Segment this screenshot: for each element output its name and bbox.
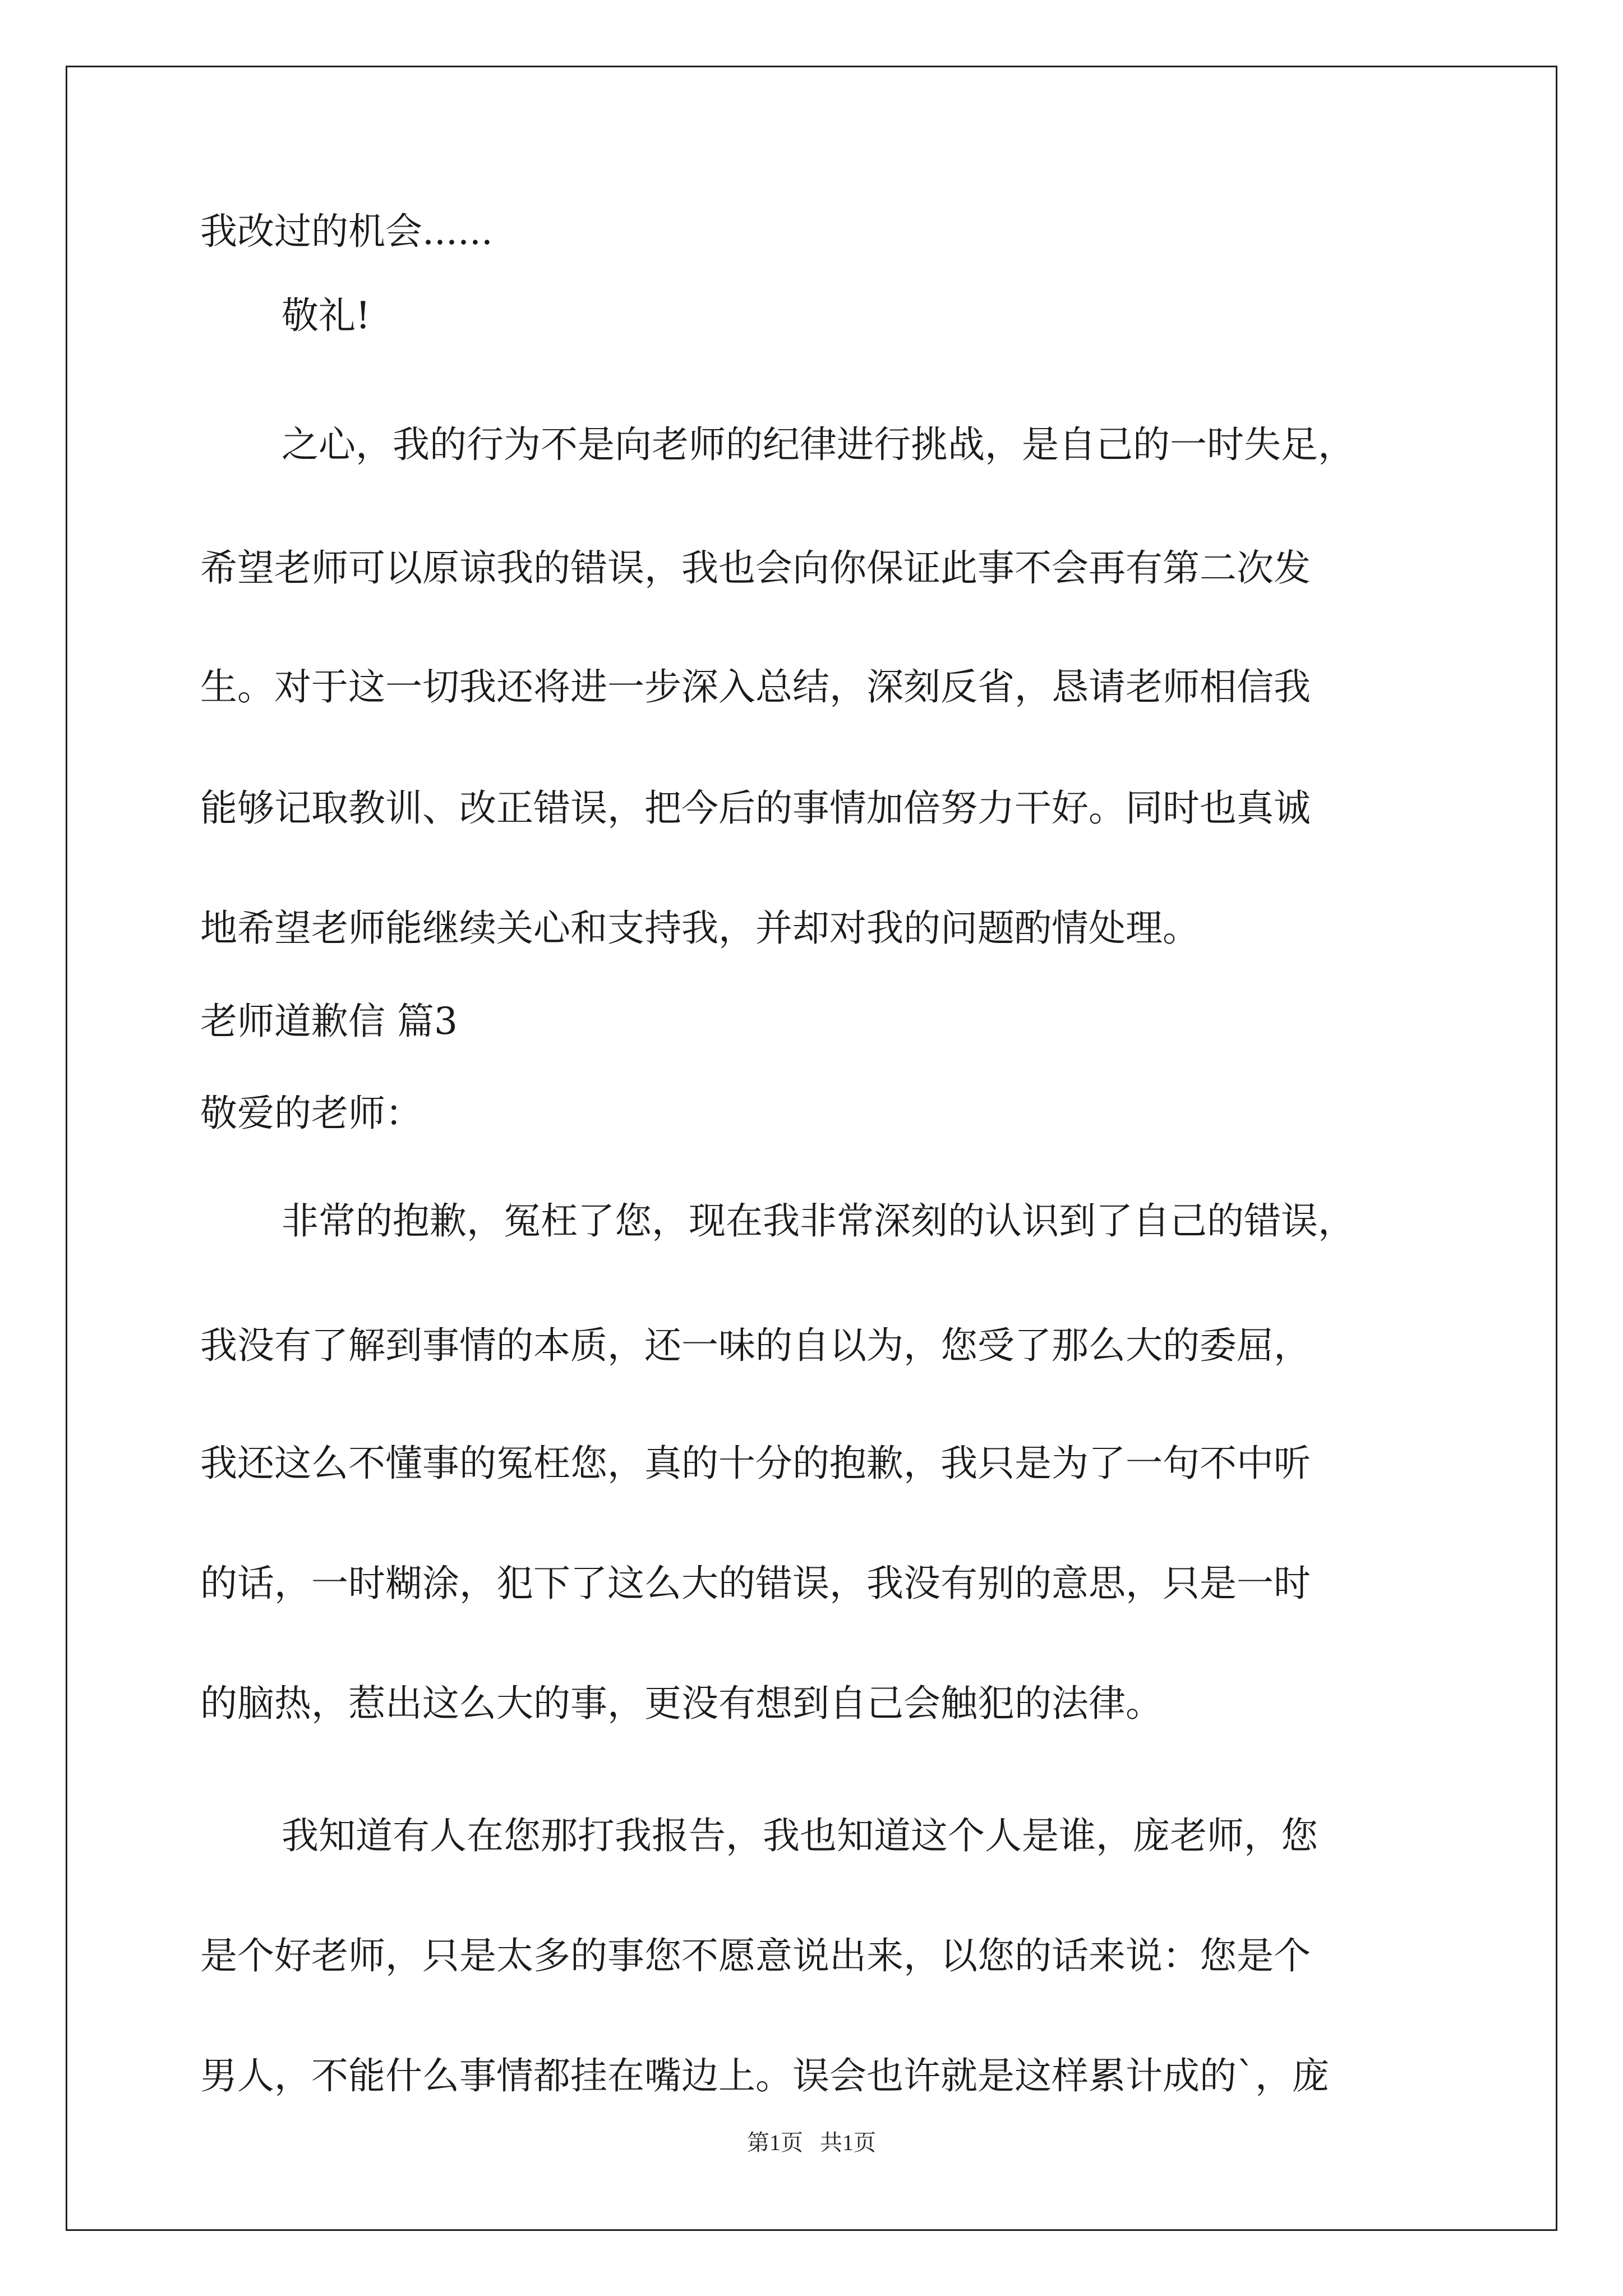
text-line: 非常的抱歉，冤枉了您，现在我非常深刻的认识到了自己的错误，	[282, 1199, 1355, 1243]
text-line: 是个好老师，只是太多的事您不愿意说出来，以您的话来说：您是个	[200, 1934, 1311, 1977]
text-line: 我改过的机会......	[200, 210, 493, 253]
text-line: 我没有了解到事情的本质，还一味的自以为，您受了那么大的委屈，	[200, 1324, 1311, 1367]
page-footer: 第1页 共1页	[747, 2130, 876, 2155]
text-line: 生。对于这一切我还将进一步深入总结，深刻反省，恳请老师相信我	[200, 665, 1311, 708]
text-line: 之心，我的行为不是向老师的纪律进行挑战，是自己的一时失足，	[282, 423, 1355, 466]
text-line: 我还这么不懂事的冤枉您，真的十分的抱歉，我只是为了一句不中听	[200, 1442, 1311, 1485]
text-line: 的脑热，惹出这么大的事，更没有想到自己会触犯的法律。	[200, 1682, 1163, 1725]
text-line: 能够记取教训、改正错误，把今后的事情加倍努力干好。同时也真诚	[200, 786, 1311, 830]
text-line: 敬礼!	[282, 294, 371, 337]
page-border	[66, 66, 1557, 2231]
section-heading: 老师道歉信 篇3	[200, 1000, 458, 1043]
text-line: 地希望老师能继续关心和支持我，并却对我的问题酌情处理。	[200, 907, 1200, 950]
text-line: 的话，一时糊涂，犯下了这么大的错误，我没有别的意思，只是一时	[200, 1562, 1311, 1605]
text-line: 男人，不能什么事情都挂在嘴边上。误会也许就是这样累计成的`，庞	[200, 2054, 1329, 2097]
text-line: 我知道有人在您那打我报告，我也知道这个人是谁，庞老师，您	[282, 1814, 1318, 1857]
salutation: 敬爱的老师：	[200, 1092, 422, 1135]
text-line: 希望老师可以原谅我的错误，我也会向你保证此事不会再有第二次发	[200, 546, 1311, 590]
